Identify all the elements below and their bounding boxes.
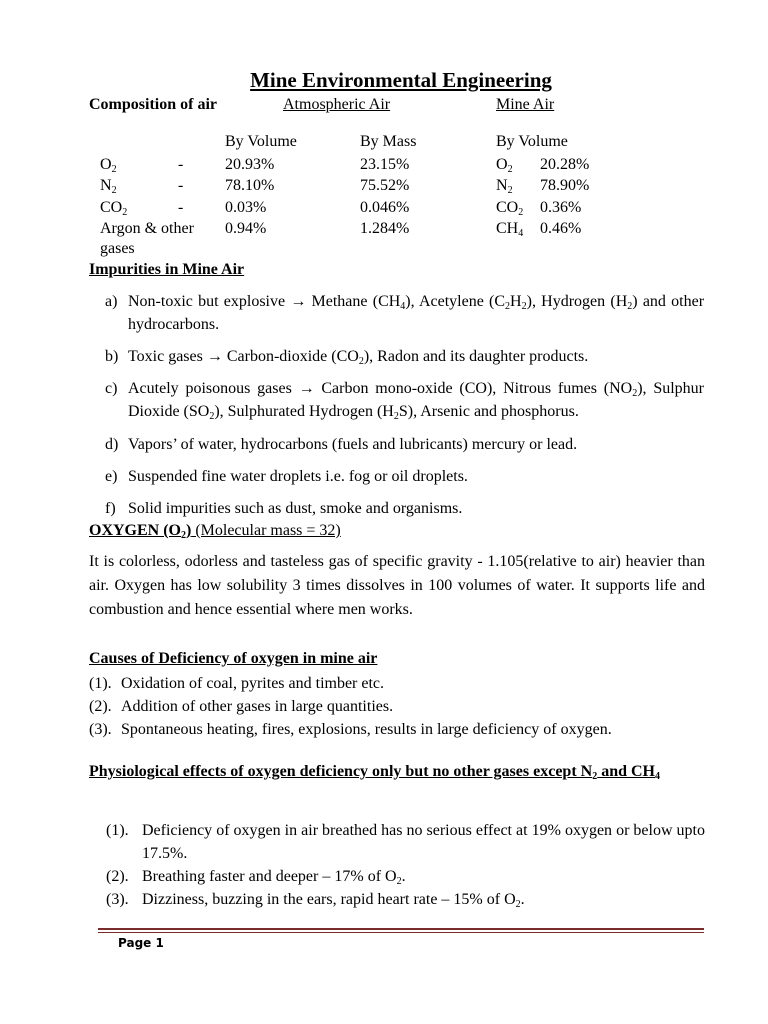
oxygen-heading: OXYGEN $(O_2)$ (Molecular mass = 32): [89, 522, 341, 541]
table-row-dash: -: [178, 156, 184, 173]
table-row-gas-continued: gases: [100, 240, 135, 257]
deficiency-list: [89, 672, 709, 744]
composition-heading: Composition of air: [89, 96, 217, 113]
col-header-by-volume: By Volume: [225, 133, 297, 150]
page-number: Page 1: [118, 936, 164, 950]
table-row-mine-volume: 78.90%: [540, 177, 590, 194]
list-item-text: Breathing faster and deeper – 17% of $O_2$.: [142, 868, 406, 887]
physiological-heading: Physiological effects of oxygen deficiency only but no other gases except $N_2$ and $CH_4$: [89, 763, 660, 782]
page-title: Mine Environmental Engineering: [250, 68, 552, 92]
list-item: (1).: [106, 822, 129, 839]
physiological-list: [106, 819, 706, 914]
table-row-mass: 0.046%: [360, 199, 410, 216]
table-row-volume: 20.93%: [225, 156, 275, 173]
list-item-text: Oxidation of coal, pyrites and timber etc.: [121, 675, 385, 692]
list-item: d) Vapors’ of water, hydrocarbons (fuels and lubricants) mercury or lead.: [105, 436, 578, 453]
table-row-mass: 75.52%: [360, 177, 410, 194]
impurities-list: [89, 290, 705, 517]
mine-air-label: Mine Air: [496, 96, 555, 113]
list-item-text: Deficiency of oxygen in air breathed has no serious effect at 19% oxygen or below upto 17.5%.: [142, 822, 705, 862]
list-item: (2).: [106, 868, 129, 885]
impurities-heading: Impurities in Mine Air: [89, 261, 245, 278]
footer-divider: [98, 928, 704, 930]
table-row-dash: -: [178, 177, 184, 194]
list-item: e) Suspended fine water droplets i.e. fog or oil droplets.: [105, 468, 468, 485]
list-item: (1).: [89, 675, 112, 692]
table-row-mine-gas: $CO_2$: [496, 199, 524, 218]
table-row-volume: 0.03%: [225, 199, 267, 216]
table-row-gas: $O_2$: [100, 156, 117, 175]
table-row-mine-volume: 0.46%: [540, 220, 582, 237]
table-row-gas: $CO_2$: [100, 199, 128, 218]
table-row-mine-gas: $O_2$: [496, 156, 513, 175]
table-row-dash: -: [178, 199, 184, 216]
deficiency-heading: Causes of Deficiency of oxygen in mine air: [89, 650, 378, 667]
list-item: (3).: [89, 721, 112, 738]
table-row-mine-volume: 0.36%: [540, 199, 582, 216]
list-item: f) Solid impurities such as dust, smoke and organisms.: [105, 500, 463, 517]
list-item: a) Non-toxic but explosive → Methane $(CH_4)$, Acetylene $(C_2H_2)$, Hydrogen $(H_2)$ and other hydrocarbons.: [105, 293, 705, 333]
table-row-volume: 0.94%: [225, 220, 267, 237]
table-row-volume: 78.10%: [225, 177, 275, 194]
col-header-by-mass: By Mass: [360, 133, 417, 150]
table-row-mass: 1.284%: [360, 220, 410, 237]
list-item: b) Toxic gases → Carbon-dioxide $(CO_2)$, Radon and its daughter products.: [105, 348, 589, 367]
list-item-text: Spontaneous heating, fires, explosions, results in large deficiency of oxygen.: [121, 721, 612, 738]
table-row-gas: Argon & other: [100, 220, 194, 237]
footer-divider-thin: [98, 932, 704, 933]
table-row-mine-gas: $CH_4$: [496, 220, 524, 239]
list-item-text: Dizziness, buzzing in the ears, rapid heart rate – 15% of $O_2$.: [142, 891, 525, 910]
col-header-mine-by-volume: By Volume: [496, 133, 568, 150]
oxygen-paragraph: It is colorless, odorless and tasteless gas of specific gravity - 1.105(relative to air) heavier than air. Oxygen has low solubility 3 times dissolves in 100 volumes of water. It supports life and combustion and hence essential where men works.: [89, 553, 705, 618]
list-item: c) Acutely poisonous gases → Carbon mono-oxide (CO), Nitrous fumes $(NO_2)$, Sulphur Dioxide $(SO_2)$, Sulphurated Hydrogen $(H_2S)$, Arsenic and phosphorus.: [105, 380, 705, 422]
table-row-gas: $N_2$: [100, 177, 117, 196]
list-item: (3).: [106, 891, 129, 908]
list-item-text: Addition of other gases in large quantities.: [121, 698, 394, 715]
atmospheric-air-label: Atmospheric Air: [283, 96, 391, 113]
table-row-mine-gas: $N_2$: [496, 177, 513, 196]
list-item: (2).: [89, 698, 112, 715]
table-row-mine-volume: 20.28%: [540, 156, 590, 173]
table-row-mass: 23.15%: [360, 156, 410, 173]
